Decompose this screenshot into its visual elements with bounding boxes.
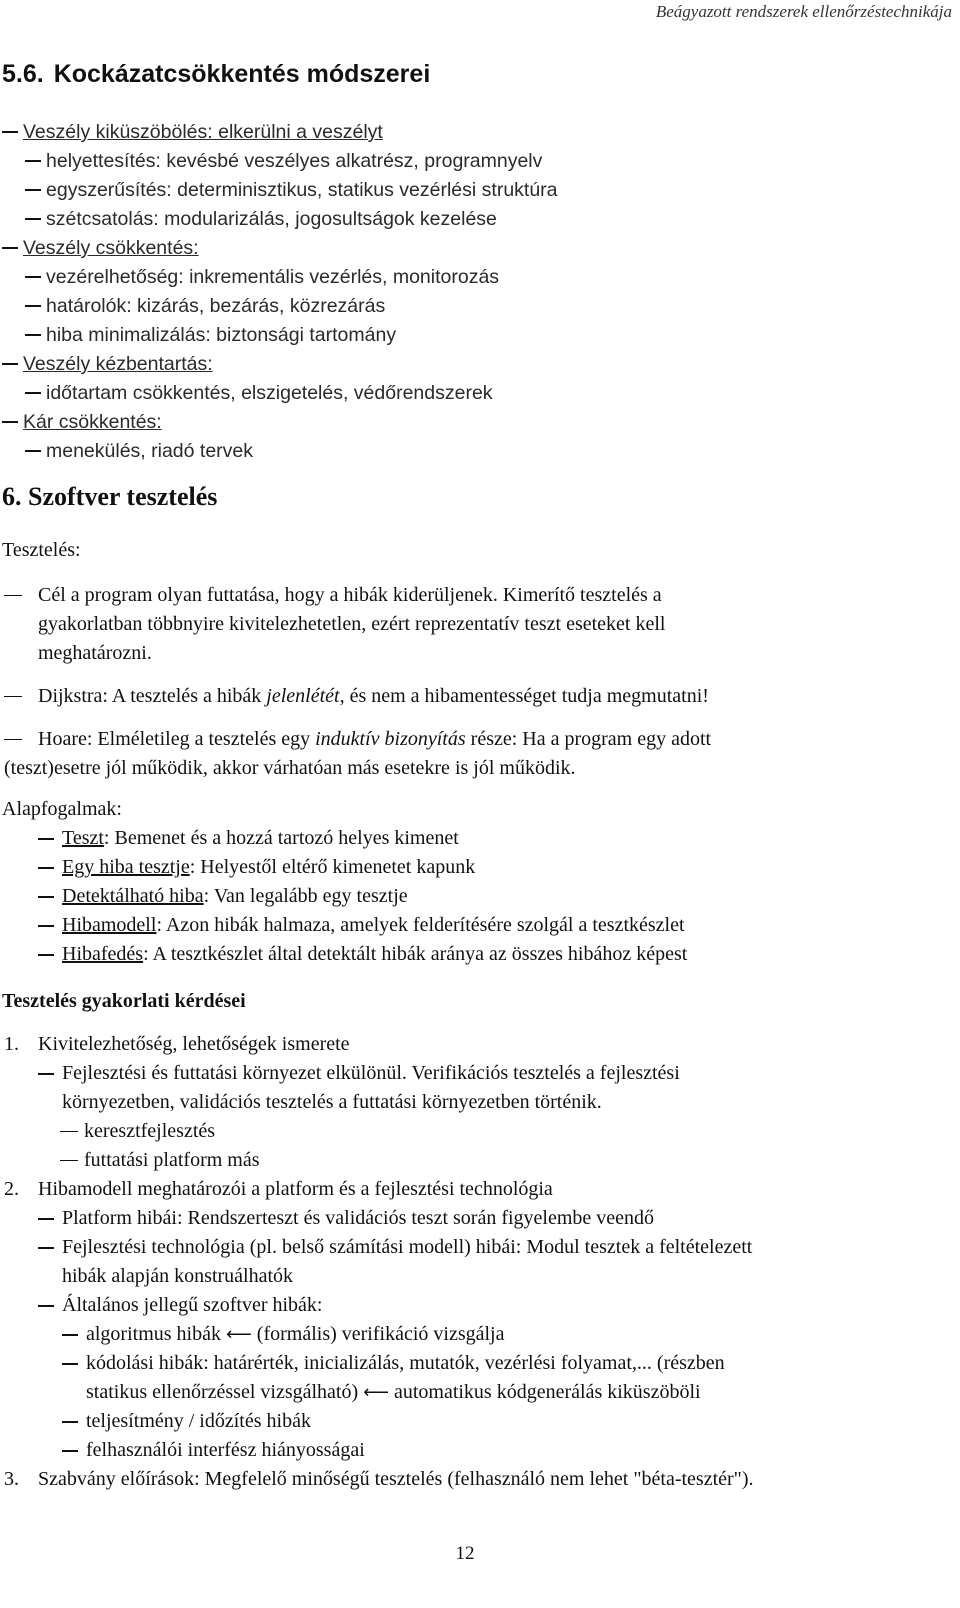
dash-bullet: [38, 896, 54, 898]
dash-bullet: [62, 1450, 78, 1452]
dash-bullet: [25, 334, 41, 336]
dash-bullet: [60, 1131, 78, 1132]
list-item: Veszély kiküszöbölés: elkerülni a veszélyt: [0, 118, 940, 147]
basics-label: Alapfogalmak:: [2, 798, 122, 820]
list-item: Cél a program olyan futtatása, hogy a hibák kiderüljenek. Kimerítő tesztelés a: [2, 581, 932, 610]
list-item: keresztfejlesztés: [2, 1117, 932, 1146]
list-item-cont: meghatározni.: [38, 642, 152, 664]
numbered-item: 3. Szabvány előírások: Megfelelő minőségű tesztelés (felhasználó nem lehet "béta-tesztér").: [4, 1468, 754, 1490]
practical-block: [2, 987, 932, 1494]
dash-bullet: [2, 131, 18, 133]
list-item: teljesítmény / időzítés hibák: [2, 1407, 932, 1436]
list-item-cont: gyakorlatban többnyire kivitelezhetetlen, ezért reprezentatív teszt eseteket kell: [38, 613, 666, 635]
dash-bullet: [4, 739, 22, 740]
list-item: kódolási hibák: határérték, inicializálás, mutatók, vezérlési folyamat,... (részben: [2, 1349, 932, 1378]
dash-bullet: [62, 1334, 78, 1336]
list-item: Egy hiba tesztje: Helyestől eltérő kimenetet kapunk: [2, 853, 932, 882]
list-item: futtatási platform más: [2, 1146, 932, 1175]
left-arrow-icon: ⟵: [225, 1324, 252, 1345]
dash-bullet: [38, 954, 54, 956]
list-item: Dijkstra: A tesztelés a hibák jelenlétét, és nem a hibamentességet tudja megmutatni!: [2, 682, 932, 711]
list-item: Általános jellegű szoftver hibák:: [2, 1291, 932, 1320]
section-number: 5.6.: [2, 60, 44, 88]
list-item: Platform hibái: Rendszerteszt és validációs teszt során figyelembe veendő: [2, 1204, 932, 1233]
dash-bullet: [38, 867, 54, 869]
dash-bullet: [62, 1421, 78, 1423]
list-item: egyszerűsítés: determinisztikus, statikus vezérlési struktúra: [0, 176, 940, 205]
dash-bullet: [2, 421, 18, 423]
list-item-cont: statikus ellenőrzéssel vizsgálható) ⟵ automatikus kódgenerálás kiküszöböli: [86, 1381, 701, 1403]
numbered-item: 2. Hibamodell meghatározói a platform és a fejlesztési technológia: [4, 1178, 553, 1200]
dash-bullet: [38, 1247, 54, 1249]
section-5-6-heading: [2, 60, 430, 89]
list-item: szétcsatolás: modularizálás, jogosultságok kezelése: [0, 205, 940, 234]
list-item: hiba minimalizálás: biztonsági tartomány: [0, 321, 940, 350]
list-item: Kár csökkentés:: [0, 408, 940, 437]
left-arrow-icon: ⟵: [363, 1382, 389, 1403]
dash-bullet: [2, 247, 18, 249]
list-item: Hibamodell: Azon hibák halmaza, amelyek felderítésére szolgál a tesztkészlet: [2, 911, 932, 940]
practical-heading: Tesztelés gyakorlati kérdései: [2, 990, 246, 1012]
dash-bullet: [4, 595, 22, 596]
dash-bullet: [38, 838, 54, 840]
dash-bullet: [60, 1160, 78, 1161]
dash-bullet: [25, 160, 41, 162]
list-item-cont: (teszt)esetre jól működik, akkor várhatóan más esetekre is jól működik.: [4, 757, 576, 779]
section-6-heading: 6. Szoftver tesztelés: [2, 482, 218, 511]
list-item: felhasználói interfész hiányosságai: [2, 1436, 932, 1465]
list-item: helyettesítés: kevésbé veszélyes alkatrész, programnyelv: [0, 147, 940, 176]
dash-bullet: [25, 189, 41, 191]
running-header: Beágyazott rendszerek ellenőrzéstechnikája: [655, 2, 952, 21]
dash-bullet: [25, 392, 41, 394]
numbered-item: 1. Kivitelezhetőség, lehetőségek ismerete: [4, 1033, 350, 1055]
list-item: Teszt: Bemenet és a hozzá tartozó helyes kimenet: [2, 824, 932, 853]
list-item: Fejlesztési technológia (pl. belső számítási modell) hibái: Modul tesztek a feltételezett: [2, 1233, 932, 1262]
testing-block: [2, 536, 932, 783]
dash-bullet: [25, 305, 41, 307]
list-item: Hibafedés: A tesztkészlet által detektált hibák aránya az összes hibához képest: [2, 940, 932, 969]
list-item: Fejlesztési és futtatási környezet elkülönül. Verifikációs tesztelés a fejlesztési: [2, 1059, 932, 1088]
dash-bullet: [62, 1363, 78, 1365]
list-item: vezérelhetőség: inkrementális vezérlés, monitorozás: [0, 263, 940, 292]
list-item: határolók: kizárás, bezárás, közrezárás: [0, 292, 940, 321]
dash-bullet: [38, 1073, 54, 1075]
list-item: algoritmus hibák ⟵ (formális) verifikáció vizsgálja: [2, 1320, 932, 1349]
list-item: időtartam csökkentés, elszigetelés, védőrendszerek: [0, 379, 940, 408]
dash-bullet: [4, 696, 22, 697]
risk-reduction-list: [0, 118, 940, 466]
dash-bullet: [38, 1305, 54, 1307]
dash-bullet: [25, 218, 41, 220]
list-item: menekülés, riadó tervek: [0, 437, 940, 466]
dash-bullet: [38, 1218, 54, 1220]
list-item: Veszély csökkentés:: [0, 234, 940, 263]
section-title: Kockázatcsökkentés módszerei: [53, 60, 431, 88]
list-item-cont: környezetben, validációs tesztelés a futtatási környezetben történik.: [62, 1091, 602, 1113]
testing-label: Tesztelés:: [2, 539, 81, 561]
dash-bullet: [25, 276, 41, 278]
dash-bullet: [2, 363, 18, 365]
dash-bullet: [25, 450, 41, 452]
page-number: 12: [455, 1543, 475, 1564]
basics-block: [2, 795, 932, 969]
dash-bullet: [38, 925, 54, 927]
list-item: Detektálható hiba: Van legalább egy tesztje: [2, 882, 932, 911]
list-item: Veszély kézbentartás:: [0, 350, 940, 379]
list-item: Hoare: Elméletileg a tesztelés egy induktív bizonyítás része: Ha a program egy adott: [2, 725, 932, 754]
list-item-cont: hibák alapján konstruálhatók: [62, 1265, 294, 1287]
